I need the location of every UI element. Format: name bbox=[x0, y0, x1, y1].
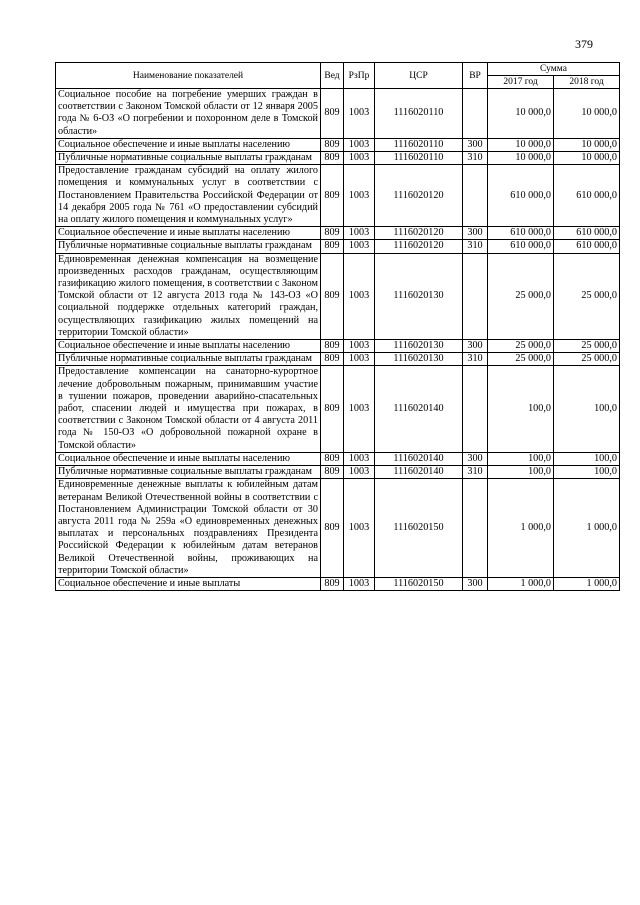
row-name: Публичные нормативные социальные выплаты гражданам bbox=[56, 240, 321, 253]
row-vr: 300 bbox=[463, 452, 488, 465]
row-ved: 809 bbox=[321, 366, 344, 452]
row-sum-2018: 25 000,0 bbox=[554, 353, 620, 366]
table-row bbox=[56, 340, 620, 353]
row-csr: 1116020130 bbox=[375, 353, 463, 366]
row-name: Единовременная денежная компенсация на возмещение произведенных расходов гражданам, осуществляющим газификацию жилого помещения, в соответствии с Законом Томской области от 12 августа 2013 года № 143-ОЗ «О социальной поддержке отдельных категорий граждан, осуществляющих газификацию жилых помещений на территории Томской области» bbox=[56, 253, 321, 339]
row-csr: 1116020150 bbox=[375, 479, 463, 578]
row-sum-2017: 25 000,0 bbox=[488, 253, 554, 339]
row-ved: 809 bbox=[321, 353, 344, 366]
table-row bbox=[56, 353, 620, 366]
header-sum: Сумма bbox=[488, 63, 620, 76]
row-name: Публичные нормативные социальные выплаты гражданам bbox=[56, 353, 321, 366]
table-row bbox=[56, 240, 620, 253]
row-sum-2018: 100,0 bbox=[554, 452, 620, 465]
row-sum-2017: 10 000,0 bbox=[488, 89, 554, 139]
row-ved: 809 bbox=[321, 452, 344, 465]
budget-table bbox=[55, 62, 620, 591]
row-sum-2018: 10 000,0 bbox=[554, 138, 620, 151]
row-csr: 1116020110 bbox=[375, 152, 463, 165]
row-sum-2018: 610 000,0 bbox=[554, 227, 620, 240]
row-rzpr: 1003 bbox=[344, 138, 375, 151]
row-sum-2017: 25 000,0 bbox=[488, 340, 554, 353]
header-ved: Вед bbox=[321, 63, 344, 89]
row-sum-2018: 1 000,0 bbox=[554, 577, 620, 590]
row-vr: 310 bbox=[463, 240, 488, 253]
header-name: Наименование показателей bbox=[56, 63, 321, 89]
table-row bbox=[56, 227, 620, 240]
table-row bbox=[56, 577, 620, 590]
row-sum-2017: 25 000,0 bbox=[488, 353, 554, 366]
row-sum-2018: 610 000,0 bbox=[554, 240, 620, 253]
table-row bbox=[56, 366, 620, 452]
row-sum-2017: 10 000,0 bbox=[488, 152, 554, 165]
row-vr: 300 bbox=[463, 577, 488, 590]
row-ved: 809 bbox=[321, 138, 344, 151]
row-sum-2018: 1 000,0 bbox=[554, 479, 620, 578]
row-csr: 1116020140 bbox=[375, 366, 463, 452]
row-sum-2018: 10 000,0 bbox=[554, 152, 620, 165]
row-csr: 1116020110 bbox=[375, 89, 463, 139]
row-vr: 310 bbox=[463, 466, 488, 479]
row-rzpr: 1003 bbox=[344, 479, 375, 578]
row-ved: 809 bbox=[321, 240, 344, 253]
row-sum-2017: 610 000,0 bbox=[488, 227, 554, 240]
row-rzpr: 1003 bbox=[344, 89, 375, 139]
table-row bbox=[56, 479, 620, 578]
row-name: Публичные нормативные социальные выплаты гражданам bbox=[56, 152, 321, 165]
row-ved: 809 bbox=[321, 227, 344, 240]
row-csr: 1116020140 bbox=[375, 466, 463, 479]
table-row bbox=[56, 466, 620, 479]
table-row bbox=[56, 152, 620, 165]
row-name: Социальное обеспечение и иные выплаты bbox=[56, 577, 321, 590]
table-row bbox=[56, 89, 620, 139]
row-vr bbox=[463, 253, 488, 339]
row-name: Публичные нормативные социальные выплаты гражданам bbox=[56, 466, 321, 479]
row-vr: 300 bbox=[463, 340, 488, 353]
header-rzpr: РзПр bbox=[344, 63, 375, 89]
row-name: Предоставление гражданам субсидий на оплату жилого помещения и коммунальных услуг в соответствии с Постановлением Правительства Российской Федерации от 14 декабря 2005 года № 761 «О предоставлении субсидий на оплату жилого помещения и коммунальных услуг» bbox=[56, 165, 321, 227]
row-vr: 310 bbox=[463, 353, 488, 366]
row-sum-2017: 100,0 bbox=[488, 466, 554, 479]
row-ved: 809 bbox=[321, 253, 344, 339]
row-csr: 1116020120 bbox=[375, 240, 463, 253]
row-vr bbox=[463, 89, 488, 139]
table-row bbox=[56, 165, 620, 227]
row-vr bbox=[463, 479, 488, 578]
row-name: Социальное пособие на погребение умерших граждан в соответствии с Законом Томской области от 12 января 2005 года № 6-ОЗ «О погребении и похоронном деле в Томской области» bbox=[56, 89, 321, 139]
row-ved: 809 bbox=[321, 577, 344, 590]
row-sum-2018: 100,0 bbox=[554, 366, 620, 452]
row-name: Социальное обеспечение и иные выплаты населению bbox=[56, 340, 321, 353]
row-sum-2017: 100,0 bbox=[488, 452, 554, 465]
row-sum-2018: 25 000,0 bbox=[554, 253, 620, 339]
row-csr: 1116020120 bbox=[375, 227, 463, 240]
row-csr: 1116020130 bbox=[375, 253, 463, 339]
row-sum-2018: 610 000,0 bbox=[554, 165, 620, 227]
row-sum-2017: 100,0 bbox=[488, 366, 554, 452]
row-rzpr: 1003 bbox=[344, 466, 375, 479]
table-row bbox=[56, 452, 620, 465]
row-sum-2017: 610 000,0 bbox=[488, 165, 554, 227]
row-rzpr: 1003 bbox=[344, 240, 375, 253]
row-csr: 1116020120 bbox=[375, 165, 463, 227]
row-vr: 310 bbox=[463, 152, 488, 165]
row-rzpr: 1003 bbox=[344, 227, 375, 240]
row-name: Предоставление компенсации на санаторно-курортное лечение добровольным пожарным, принимавшим участие в тушении пожаров, проведении аварийно-спасательных работ, спасении людей и имущества при пожарах, в соответствии с Законом Томской области от 4 августа 2011 года № 150-ОЗ «О добровольной пожарной охране в Томской области» bbox=[56, 366, 321, 452]
row-ved: 809 bbox=[321, 340, 344, 353]
row-rzpr: 1003 bbox=[344, 253, 375, 339]
row-ved: 809 bbox=[321, 479, 344, 578]
page-number: 379 bbox=[575, 37, 593, 51]
row-vr bbox=[463, 165, 488, 227]
row-ved: 809 bbox=[321, 89, 344, 139]
row-ved: 809 bbox=[321, 152, 344, 165]
header-year-2018: 2018 год bbox=[554, 76, 620, 89]
row-csr: 1116020150 bbox=[375, 577, 463, 590]
row-ved: 809 bbox=[321, 466, 344, 479]
header-vr: ВР bbox=[463, 63, 488, 89]
row-sum-2018: 25 000,0 bbox=[554, 340, 620, 353]
table-row bbox=[56, 253, 620, 339]
header-year-2017: 2017 год bbox=[488, 76, 554, 89]
row-csr: 1116020110 bbox=[375, 138, 463, 151]
row-sum-2017: 10 000,0 bbox=[488, 138, 554, 151]
row-vr: 300 bbox=[463, 227, 488, 240]
row-sum-2017: 610 000,0 bbox=[488, 240, 554, 253]
row-name: Социальное обеспечение и иные выплаты населению bbox=[56, 452, 321, 465]
row-vr: 300 bbox=[463, 138, 488, 151]
row-name: Социальное обеспечение и иные выплаты населению bbox=[56, 227, 321, 240]
row-rzpr: 1003 bbox=[344, 152, 375, 165]
row-rzpr: 1003 bbox=[344, 353, 375, 366]
row-rzpr: 1003 bbox=[344, 366, 375, 452]
row-sum-2017: 1 000,0 bbox=[488, 577, 554, 590]
row-sum-2018: 10 000,0 bbox=[554, 89, 620, 139]
header-csr: ЦСР bbox=[375, 63, 463, 89]
row-vr bbox=[463, 366, 488, 452]
row-csr: 1116020140 bbox=[375, 452, 463, 465]
table-row bbox=[56, 138, 620, 151]
row-name: Единовременные денежные выплаты к юбилейным датам ветеранам Великой Отечественной войны в соответствии с Постановлением Администрации Томской области от 30 августа 2011 года № 259а «О единовременных денежных выплатах и персональных поздравлениях Президента Российской Федерации к юбилейным датам ветеранов Великой Отечественной войны, проживающих на территории Томской области» bbox=[56, 479, 321, 578]
row-ved: 809 bbox=[321, 165, 344, 227]
row-rzpr: 1003 bbox=[344, 165, 375, 227]
row-sum-2018: 100,0 bbox=[554, 466, 620, 479]
row-csr: 1116020130 bbox=[375, 340, 463, 353]
row-sum-2017: 1 000,0 bbox=[488, 479, 554, 578]
row-rzpr: 1003 bbox=[344, 452, 375, 465]
row-rzpr: 1003 bbox=[344, 577, 375, 590]
row-name: Социальное обеспечение и иные выплаты населению bbox=[56, 138, 321, 151]
row-rzpr: 1003 bbox=[344, 340, 375, 353]
